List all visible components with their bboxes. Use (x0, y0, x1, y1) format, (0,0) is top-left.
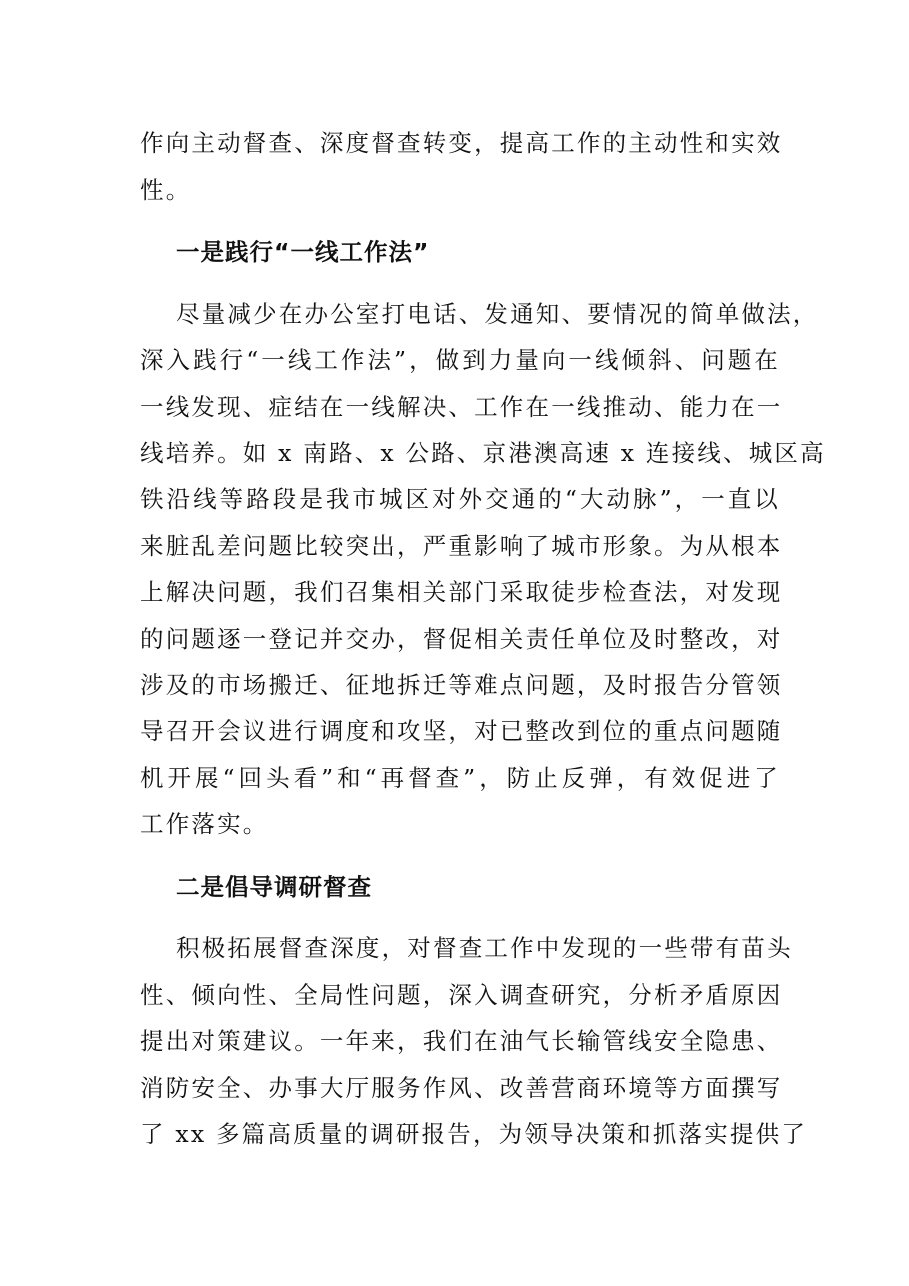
section1-line-8: 的问题逐一登记并交办，督促相关责任单位及时整改，对 (140, 625, 783, 653)
section-heading-2: 二是倡导调研督查 (176, 873, 372, 901)
intro-line-1: 作向主动督查、深度督查转变，提高工作的主动性和实效 (140, 129, 783, 157)
section1-line-12: 工作落实。 (140, 810, 269, 838)
section1-line-2: 深入践行“一线工作法”，做到力量向一线倾斜、问题在 (140, 346, 780, 374)
intro-line-2: 性。 (140, 176, 192, 204)
section1-line-11: 机开展“回头看”和“再督查”，防止反弹，有效促进了 (140, 764, 780, 792)
section1-line-9: 涉及的市场搬迁、征地拆迁等难点问题，及时报告分管领 (140, 671, 783, 699)
section1-line-3: 一线发现、症结在一线解决、工作在一线推动、能力在一 (140, 393, 783, 421)
section2-line-4: 消防安全、办事大厅服务作风、改善营商环境等方面撰写 (140, 1074, 783, 1102)
section1-line-4: 线培养。如 x 南路、x 公路、京港澳高速 x 连接线、城区高 (140, 439, 826, 467)
section1-line-6: 来脏乱差问题比较突出，严重影响了城市形象。为从根本 (140, 532, 783, 560)
section2-line-2: 性、倾向性、全局性问题，深入调查研究，分析矛盾原因 (140, 981, 783, 1009)
section1-line-5: 铁沿线等路段是我市城区对外交通的“大动脉”，一直以 (140, 485, 780, 513)
section1-line-7: 上解决问题，我们召集相关部门采取徒步检查法，对发现 (140, 578, 783, 606)
section1-line-1: 尽量减少在办公室打电话、发通知、要情况的简单做法， (176, 300, 819, 328)
section2-line-3: 提出对策建议。一年来，我们在油气长输管线安全隐患、 (140, 1027, 783, 1055)
section1-line-10: 导召开会议进行调度和攻坚，对已整改到位的重点问题随 (140, 717, 783, 745)
section2-line-1: 积极拓展督查深度，对督查工作中发现的一些带有苗头 (176, 934, 793, 962)
section-heading-1: 一是践行“一线工作法” (176, 238, 430, 266)
section2-line-5: 了 xx 多篇高质量的调研报告，为领导决策和抓落实提供了 (140, 1120, 808, 1148)
